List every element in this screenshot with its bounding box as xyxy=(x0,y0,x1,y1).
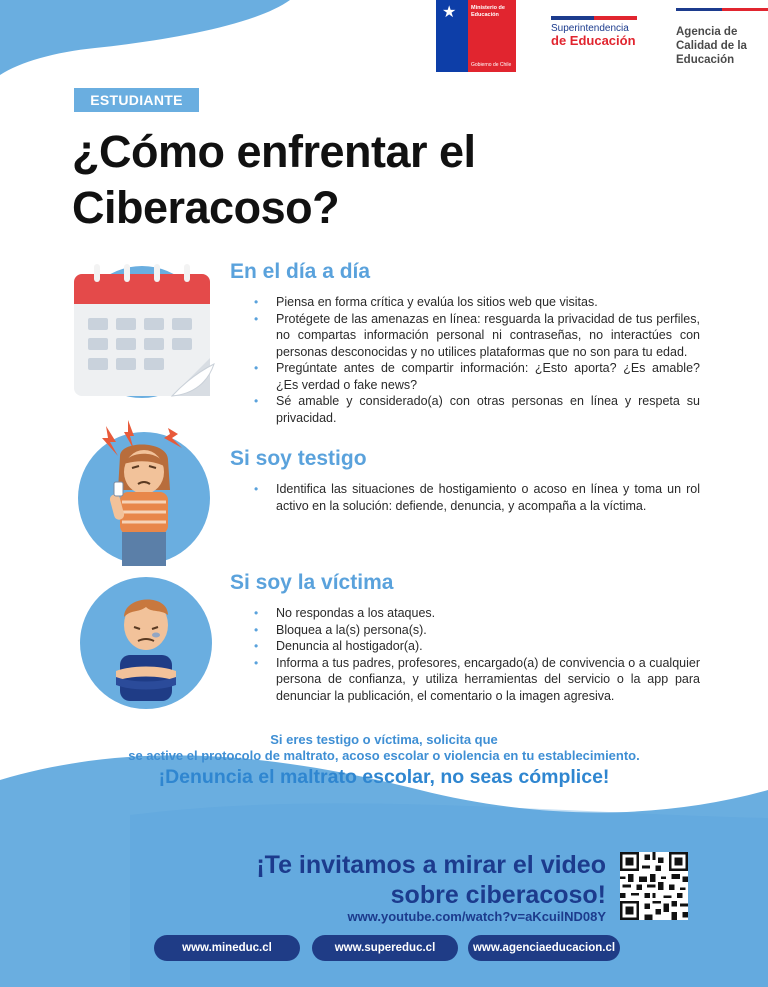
agencia-line3: Educación xyxy=(676,54,735,66)
star-icon: ★ xyxy=(442,2,457,21)
section-dia-a-dia xyxy=(230,260,700,426)
page-title xyxy=(72,124,476,236)
mineduc-logo-text: Ministerio de Educación xyxy=(471,5,505,18)
list-item-text: Sé amable y considerado(a) con otras personas en línea y respeta su privacidad. xyxy=(276,394,700,425)
agencia-logo xyxy=(676,8,768,67)
list-item xyxy=(230,311,700,361)
list-item xyxy=(230,605,700,622)
upset-girl-phone-icon xyxy=(76,420,216,568)
list-item xyxy=(230,638,700,655)
list-item xyxy=(230,360,700,393)
bullet-icon: • xyxy=(254,639,259,653)
bullet-icon: • xyxy=(254,622,259,637)
audience-tag: ESTUDIANTE xyxy=(74,88,199,112)
calendar-icon xyxy=(62,252,222,412)
bullet-icon: • xyxy=(254,655,259,670)
supereduc-line1: Superintendencia xyxy=(551,23,629,34)
title-line2: Ciberacoso? xyxy=(72,182,340,233)
qr-code-icon[interactable] xyxy=(620,852,688,920)
list-item xyxy=(230,481,700,514)
list-item-text: Bloquea a la(s) persona(s). xyxy=(276,622,427,637)
cta-line1: Si eres testigo o víctima, solicita que xyxy=(270,732,498,747)
section-testigo xyxy=(230,447,700,514)
list-item-text: Identifica las situaciones de hostigamiento o acoso en línea y toma un rol activo en la solución: defiende, denuncia, y acompaña a la víctima. xyxy=(276,482,700,513)
supereduc-logo xyxy=(551,16,641,48)
section-heading: Si soy testigo xyxy=(230,447,367,470)
cta-headline: ¡Denuncia el maltrato escolar, no seas cómplice! xyxy=(158,766,610,788)
link-mineduc[interactable]: www.mineduc.cl xyxy=(154,935,300,961)
list-item-text: Informa a tus padres, profesores, encargado(a) de convivencia o a cualquier persona de confianza, y utiliza herramientas del servicio o la app para denunciar la publicación, el comentario o la imagen agresiva. xyxy=(276,655,700,703)
agencia-line1: Agencia de xyxy=(676,26,738,38)
bullet-icon: • xyxy=(254,295,259,309)
list-item xyxy=(230,655,700,705)
list-item-text: Denuncia al hostigador(a). xyxy=(276,639,423,653)
bullet-icon: • xyxy=(254,361,259,375)
list-item-text: Pregúntate antes de compartir información: ¿Esto aporta? ¿Es amable? ¿Es verdad o fake news? xyxy=(276,361,700,392)
link-agenciaeducacion[interactable]: www.agenciaeducacion.cl xyxy=(468,935,620,961)
list-item-text: No respondas a los ataques. xyxy=(276,606,436,620)
link-supereduc[interactable]: www.supereduc.cl xyxy=(312,935,458,961)
cta-line2: se active el protocolo de maltrato, acoso escolar o violencia en tu establecimiento. xyxy=(128,748,640,763)
list-item-text: Piensa en forma crítica y evalúa los sitios web que visitas. xyxy=(276,295,598,309)
title-line1: ¿Cómo enfrentar el xyxy=(72,126,476,177)
video-invite-line2: sobre ciberacoso! xyxy=(390,881,606,909)
video-invite-line1: ¡Te invitamos a mirar el video xyxy=(256,851,606,879)
bullet-icon: • xyxy=(254,311,259,326)
list-item xyxy=(230,294,700,311)
section-list xyxy=(230,481,700,514)
bullet-icon: • xyxy=(254,482,259,496)
video-invite xyxy=(200,850,606,910)
section-list xyxy=(230,294,700,426)
list-item xyxy=(230,622,700,639)
section-victima xyxy=(230,571,700,704)
list-item-text: Protégete de las amenazas en línea: resguarda la privacidad de tus perfiles, no compartas información personal ni contraseñas, no interactúes con personas desconocidas y no utilices plataformas que no son para tu edad. xyxy=(276,311,700,359)
section-heading: Si soy la víctima xyxy=(230,571,394,594)
supereduc-line2: de Educación xyxy=(551,33,636,48)
section-heading: En el día a día xyxy=(230,260,371,283)
list-item xyxy=(230,393,700,426)
mineduc-logo xyxy=(436,0,516,72)
video-url-link[interactable]: www.youtube.com/watch?v=aKcuilND08Y xyxy=(347,909,606,924)
section-list xyxy=(230,605,700,704)
bullet-icon: • xyxy=(254,394,259,408)
sad-boy-icon xyxy=(76,573,216,713)
agencia-line2: Calidad de la xyxy=(676,40,747,52)
bullet-icon: • xyxy=(254,606,259,620)
gobierno-text: Gobierno de Chile xyxy=(471,62,512,68)
